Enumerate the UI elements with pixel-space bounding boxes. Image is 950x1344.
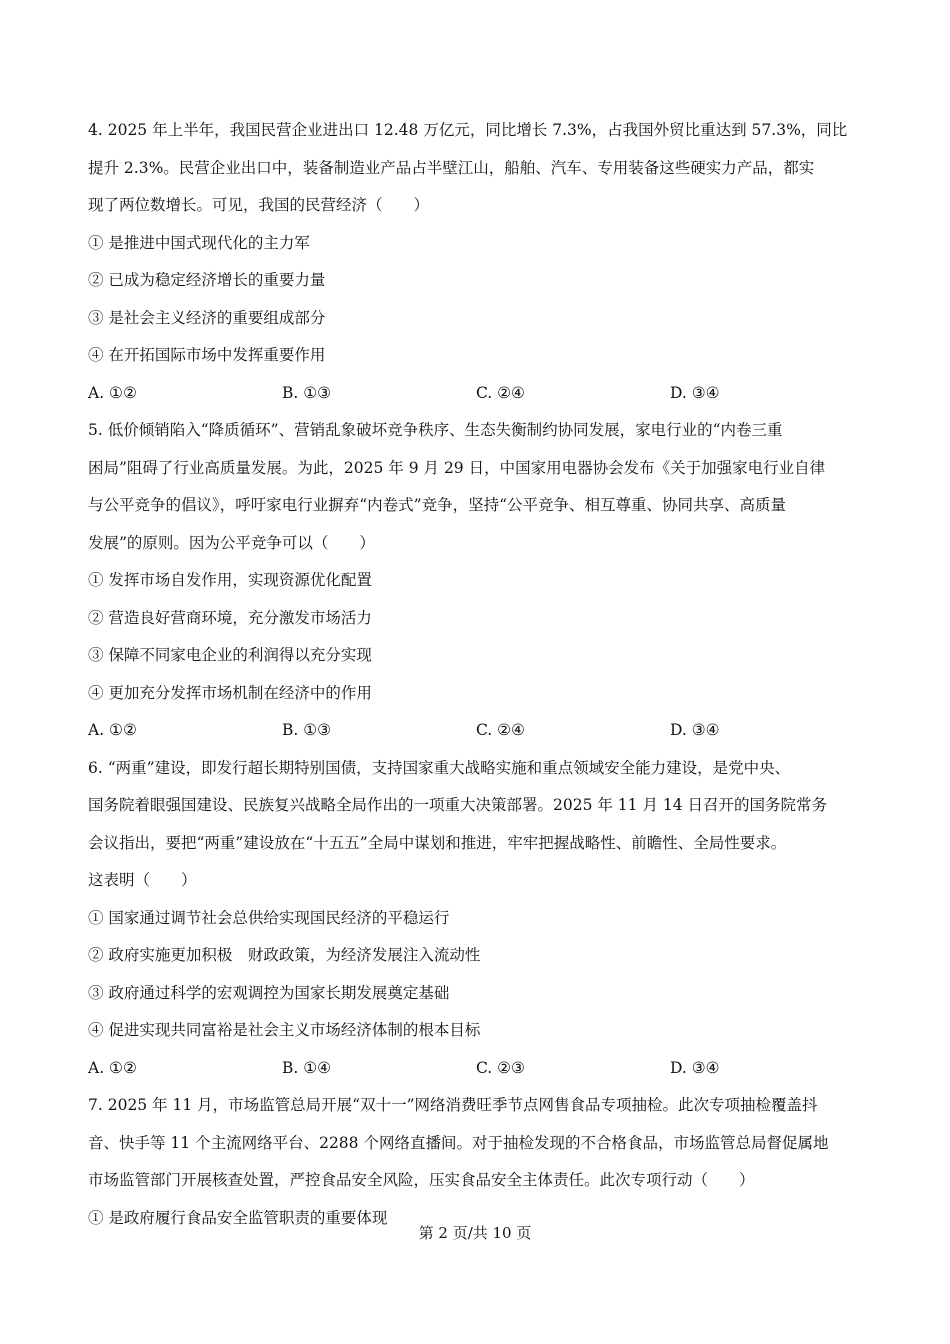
question-stem-line: 与公平竞争的倡议》，呼吁家电行业摒弃“内卷式”竞争，坚持“公平竞争、相互尊重、协同共享、高质量 bbox=[88, 496, 787, 514]
statement-item: ④ 促进实现共同富裕是社会主义市场经济体制的根本目标 bbox=[88, 1021, 481, 1039]
statement-item: ④ 在开拓国际市场中发挥重要作用 bbox=[88, 346, 326, 364]
statement-item: ④ 更加充分发挥市场机制在经济中的作用 bbox=[88, 683, 372, 702]
statement-item: ③ 政府通过科学的宏观调控为国家长期发展奠定基础 bbox=[88, 983, 450, 1002]
option-c: C. ②④ bbox=[476, 721, 525, 739]
statement-item: ① 是政府履行食品安全监管职责的重要体现 bbox=[88, 1208, 388, 1227]
question-5 bbox=[88, 412, 872, 750]
question-stem-line: 7. 2025 年 11 月，市场监管总局开展“双十一”网络消费旺季节点网售食品专项抽检。此次专项抽检覆盖抖 bbox=[88, 1096, 818, 1114]
option-d: D. ③④ bbox=[670, 1058, 720, 1077]
question-stem-line: 市场监管部门开展核查处置，严控食品安全风险，压实食品安全主体责任。此次专项行动（ ） bbox=[88, 1171, 755, 1189]
statement-item: ③ 是社会主义经济的重要组成部分 bbox=[88, 308, 326, 327]
option-d: D. ③④ bbox=[670, 721, 720, 739]
question-stem-line: 6. “两重”建设，即发行超长期特别国债，支持国家重大战略实施和重点领域安全能力建设，是党中央、 bbox=[88, 758, 791, 777]
statement-item: ① 是推进中国式现代化的主力军 bbox=[88, 233, 310, 252]
question-stem-line: 会议指出，要把“两重”建设放在“十五五”全局中谋划和推进，牢牢把握战略性、前瞻性、全局性要求。 bbox=[88, 833, 787, 852]
question-stem-line: 提升 2.3%。民营企业出口中，装备制造业产品占半壁江山，船舶、汽车、专用装备这些硬实力产品，都实 bbox=[88, 158, 815, 177]
option-a: A. ①② bbox=[88, 721, 137, 739]
page-number-footer: 第 2 页/共 10 页 bbox=[418, 1224, 532, 1242]
statement-item: ② 政府实施更加积极 财政政策，为经济发展注入流动性 bbox=[88, 946, 481, 964]
question-stem-line: 现了两位数增长。可见，我国的民营经济（ ） bbox=[88, 196, 430, 214]
answer-options bbox=[88, 375, 872, 413]
answer-options bbox=[88, 1050, 872, 1088]
option-b: B. ①③ bbox=[282, 721, 332, 739]
question-stem-line: 困局”阻碍了行业高质量发展。为此，2025 年 9 月 29 日，中国家用电器协会发布《关于加强家电行业自律 bbox=[88, 458, 826, 477]
statement-item: ① 国家通过调节社会总供给实现国民经济的平稳运行 bbox=[88, 908, 450, 927]
question-list bbox=[88, 112, 872, 1237]
option-d: D. ③④ bbox=[670, 383, 720, 402]
option-c: C. ②③ bbox=[476, 1058, 525, 1077]
question-6 bbox=[88, 750, 872, 1088]
question-stem-line: 发展”的原则。因为公平竞争可以（ ） bbox=[88, 533, 375, 552]
option-b: B. ①④ bbox=[282, 1058, 332, 1077]
question-stem-line: 这表明（ ） bbox=[88, 871, 197, 889]
statement-item: ③ 保障不同家电企业的利润得以充分实现 bbox=[88, 646, 372, 664]
question-stem-line: 4. 2025 年上半年，我国民营企业进出口 12.48 万亿元，同比增长 7.3%，占我国外贸比重达到 57.3%，同比 bbox=[88, 121, 848, 139]
question-4 bbox=[88, 112, 872, 412]
question-stem-line: 国务院着眼强国建设、民族复兴战略全局作出的一项重大决策部署。2025 年 11 月 14 日召开的国务院常务 bbox=[88, 796, 828, 814]
option-a: A. ①② bbox=[88, 1058, 137, 1077]
question-7 bbox=[88, 1087, 872, 1237]
option-b: B. ①③ bbox=[282, 383, 332, 402]
option-c: C. ②④ bbox=[476, 383, 525, 402]
question-stem-line: 音、快手等 11 个主流网络平台、2288 个网络直播间。对于抽检发现的不合格食品，市场监管总局督促属地 bbox=[88, 1133, 829, 1152]
statement-item: ② 营造良好营商环境，充分激发市场活力 bbox=[88, 608, 372, 627]
answer-options bbox=[88, 712, 872, 750]
option-a: A. ①② bbox=[88, 383, 137, 402]
statement-item: ② 已成为稳定经济增长的重要力量 bbox=[88, 271, 326, 289]
question-stem-line: 5. 低价倾销陷入“降质循环”、营销乱象破坏竞争秩序、生态失衡制约协同发展，家电行业的“内卷三重 bbox=[88, 421, 783, 439]
statement-item: ① 发挥市场自发作用，实现资源优化配置 bbox=[88, 571, 372, 589]
